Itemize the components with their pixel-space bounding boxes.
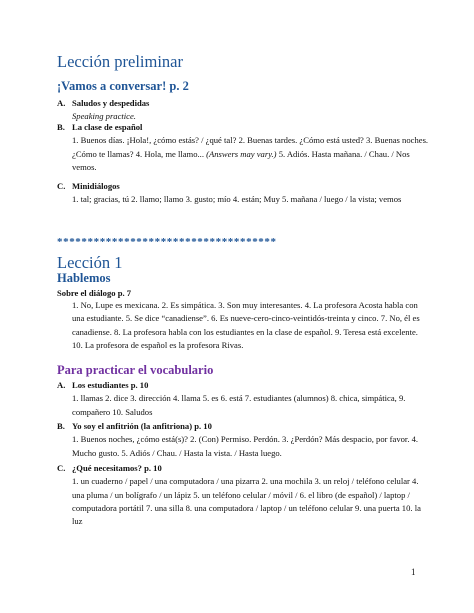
item-letter: A. xyxy=(57,98,66,108)
vamos-a-conversar-heading: ¡Vamos a conversar! p. 2 xyxy=(57,79,189,93)
item-body xyxy=(72,134,432,174)
item-body: 1. un cuaderno / papel / una computadora / una pizarra 2. una mochila 3. un reloj / teléfono celular 4. una pluma / un bolígrafo / un lápiz 5. un teléfono celular / móvil / 6. el libro (de español) / laptop / computadora portátil 7. una silla 8. una computadora / laptop / un teléfono celular 9. una puerta 10. la luz xyxy=(72,476,421,527)
item-letter: C. xyxy=(57,181,66,191)
item-body: 1. llamas 2. dice 3. dirección 4. llama 5. es 6. está 7. estudiantes (alumnos) 8. chica, simpática, 9. compañero 10. Saludos xyxy=(72,393,406,417)
item-title: Yo soy el anfitrión (la anfitriona) p. 10 xyxy=(72,421,212,431)
sobre-el-dialogo-subheading: Sobre el diálogo p. 7 xyxy=(57,288,132,298)
dialog-answers-paragraph: 1. No, Lupe es mexicana. 2. Es simpática. 3. Son muy interesantes. 4. La profesora Acosta habla con una estudiante. 5. Se dice “canadiense”. 6. Es nueve-cero-cinco-veintidós-treinta y cinco. 7. No, él es canadiense. 8. La profesora habla con los estudiantes en la clase de español. 9. Teresa está excelente. 10. La profesora de español es la profesora Rivas. xyxy=(72,300,420,350)
item-title: ¿Qué necesitamos? p. 10 xyxy=(72,463,162,473)
lesson-preliminar-title: Lección preliminar xyxy=(57,52,183,71)
section-divider: ************************************ xyxy=(57,236,277,248)
item-body: 1. tal; gracias, tú 2. llamo; llamo 3. gusto; mío 4. están; Muy 5. mañana / luego / la vista; vemos xyxy=(72,194,402,205)
item-title: Los estudiantes p. 10 xyxy=(72,380,149,390)
item-title: Minidiálogos xyxy=(72,181,120,191)
answers-may-vary-note: (Answers may vary.) xyxy=(206,148,277,159)
item-letter: B. xyxy=(57,421,65,431)
item-body: 1. Buenos noches, ¿cómo está(s)? 2. (Con) Permiso. Perdón. 3. ¿Perdón? Más despacio, por favor. 4. Mucho gusto. 5. Adiós / Chau. / Hasta la vista. / Hasta luego. xyxy=(72,434,419,458)
item-body: Speaking practice. xyxy=(72,111,136,122)
page-number: 1 xyxy=(411,567,416,577)
item-title: Saludos y despedidas xyxy=(72,98,150,108)
item-body-text: 1. Buenos días. ¡Hola!, ¿cómo estás? / ¿qué tal? 2. Buenas tardes. ¿Cómo está usted? 3. Buenas noches. ¿Cómo te llamas? 4. Hola, me llamo... xyxy=(72,135,429,159)
item-body-text: 5. Adiós. Hasta mañana. / Chau. / Nos vemos. xyxy=(72,148,410,172)
leccion-1-title: Lección 1 xyxy=(57,253,123,272)
item-letter: B. xyxy=(57,122,65,132)
hablemos-heading: Hablemos xyxy=(57,271,111,285)
item-letter: C. xyxy=(57,463,66,473)
para-practicar-heading: Para practicar el vocabulario xyxy=(57,363,214,377)
item-letter: A. xyxy=(57,380,66,390)
item-title: La clase de español xyxy=(72,122,143,132)
